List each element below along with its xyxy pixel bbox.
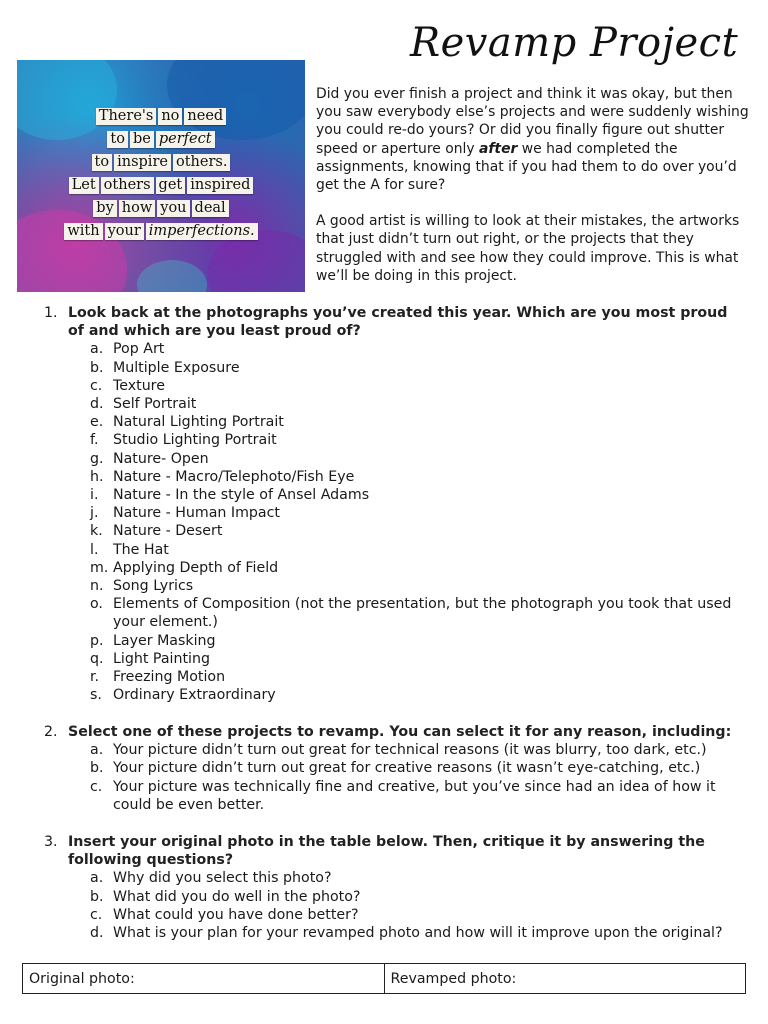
intro-paragraph-2: A good artist is willing to look at their mistakes, the artworks that just didn’t turn out right, or the projects that they struggled with and see how they could improve. This is what we’ll be doing in this project. bbox=[316, 213, 740, 284]
list-item-letter: r. bbox=[90, 669, 100, 686]
list-item-text: What is your plan for your revamped photo and how will it improve upon the original? bbox=[113, 925, 723, 942]
list-item-letter: a. bbox=[90, 341, 104, 358]
list-item-letter: d. bbox=[90, 925, 104, 942]
list-item-text: Song Lyrics bbox=[113, 578, 194, 595]
poster-word: to bbox=[107, 131, 128, 148]
list-item-letter: e. bbox=[90, 414, 104, 431]
list-item-text: Natural Lighting Portrait bbox=[113, 414, 284, 431]
list-item-letter: p. bbox=[90, 632, 104, 649]
list-item-text: The Hat bbox=[113, 541, 169, 558]
list-item-letter: f. bbox=[90, 432, 99, 449]
list-item-text: Ordinary Extraordinary bbox=[113, 687, 276, 704]
poster-word: perfect bbox=[156, 131, 215, 148]
question-2 bbox=[0, 723, 768, 814]
poster-word: no bbox=[158, 108, 182, 125]
poster-word: to bbox=[92, 154, 113, 171]
list-item-letter: q. bbox=[90, 650, 104, 667]
list-item-text: Nature - Macro/Telephoto/Fish Eye bbox=[113, 468, 355, 485]
revamped-photo-cell[interactable]: Revamped photo: bbox=[384, 964, 746, 994]
list-item-letter: b. bbox=[90, 888, 104, 905]
question-number: 1. bbox=[44, 305, 58, 321]
list-item bbox=[0, 431, 768, 449]
question-1 bbox=[0, 304, 768, 704]
poster-word: with bbox=[64, 223, 102, 240]
poster-word: by bbox=[93, 200, 116, 217]
list-item-text: Freezing Motion bbox=[113, 669, 226, 686]
list-item-text: Layer Masking bbox=[113, 632, 216, 649]
original-photo-cell[interactable]: Original photo: bbox=[23, 964, 385, 994]
list-item-letter: c. bbox=[90, 778, 103, 795]
poster-word: how bbox=[119, 200, 155, 217]
page-title: Revamp Project bbox=[410, 20, 739, 66]
poster-word: deal bbox=[192, 200, 229, 217]
question-number: 3. bbox=[44, 834, 58, 850]
list-item bbox=[0, 486, 768, 504]
list-item-text: Elements of Composition (not the presentation, but the photograph you took that used your element.) bbox=[113, 596, 732, 631]
list-item bbox=[0, 595, 768, 631]
list-item-letter: c. bbox=[90, 906, 103, 923]
list-item-letter: s. bbox=[90, 687, 102, 704]
poster-line bbox=[17, 105, 305, 128]
poster-line bbox=[17, 151, 305, 174]
list-item bbox=[0, 778, 768, 814]
list-item-letter: n. bbox=[90, 578, 104, 595]
list-item-text: Nature - Human Impact bbox=[113, 505, 280, 522]
list-item-text: Nature - In the style of Ansel Adams bbox=[113, 487, 370, 504]
poster-word: Let bbox=[69, 177, 99, 194]
list-item-letter: a. bbox=[90, 742, 104, 759]
list-item bbox=[0, 741, 768, 759]
list-item-letter: h. bbox=[90, 468, 104, 485]
question-3 bbox=[0, 833, 768, 942]
poster-word: others. bbox=[173, 154, 230, 171]
list-item bbox=[0, 395, 768, 413]
project-list bbox=[0, 340, 768, 704]
list-item-text: Light Painting bbox=[113, 650, 210, 667]
list-item bbox=[0, 468, 768, 486]
intro-paragraph-1: Did you ever finish a project and think it was okay, but then you saw everybody else’s projects and were suddenly wishing you could re-do yours? Or did you finally figure out shutter speed or aperture only after we had completed the assignments, knowing that if you had them to do over you’d get the A for sure? bbox=[316, 86, 749, 194]
emphasis-after: after bbox=[479, 140, 518, 157]
list-item-text: Nature - Desert bbox=[113, 523, 223, 540]
list-item bbox=[0, 924, 768, 942]
list-item-text: What could you have done better? bbox=[113, 906, 359, 923]
question-text: Look back at the photographs you’ve created this year. Which are you most proud of and which are you least proud of? bbox=[68, 305, 728, 340]
poster-word: inspired bbox=[187, 177, 253, 194]
poster-word: your bbox=[105, 223, 144, 240]
list-item-letter: m. bbox=[90, 559, 109, 576]
poster-word: inspire bbox=[114, 154, 171, 171]
poster-line bbox=[17, 220, 305, 243]
list-item bbox=[0, 577, 768, 595]
list-item-text: Your picture didn’t turn out great for technical reasons (it was blurry, too dark, etc.) bbox=[113, 742, 707, 759]
list-item bbox=[0, 668, 768, 686]
list-item bbox=[0, 888, 768, 906]
list-item-text: Your picture was technically fine and creative, but you’ve since had an idea of how it could be even better. bbox=[113, 778, 716, 813]
critique-list bbox=[0, 869, 768, 942]
list-item-text: Your picture didn’t turn out great for creative reasons (it wasn’t eye-catching, etc.) bbox=[113, 760, 701, 777]
list-item bbox=[0, 869, 768, 887]
list-item bbox=[0, 340, 768, 358]
question-number: 2. bbox=[44, 724, 58, 740]
poster-line bbox=[17, 197, 305, 220]
list-item bbox=[0, 377, 768, 395]
poster-line bbox=[17, 174, 305, 197]
list-item-letter: j. bbox=[90, 505, 99, 522]
list-item-text: Texture bbox=[113, 377, 165, 394]
list-item bbox=[0, 359, 768, 377]
list-item-letter: i. bbox=[90, 487, 99, 504]
list-item bbox=[0, 504, 768, 522]
question-text: Select one of these projects to revamp. You can select it for any reason, including: bbox=[68, 724, 732, 740]
list-item-text: Nature- Open bbox=[113, 450, 209, 467]
poster-quote bbox=[17, 105, 305, 243]
poster-word: others bbox=[101, 177, 154, 194]
list-item bbox=[0, 541, 768, 559]
list-item-letter: b. bbox=[90, 760, 104, 777]
list-item-letter: g. bbox=[90, 450, 104, 467]
list-item bbox=[0, 522, 768, 540]
list-item-letter: k. bbox=[90, 523, 103, 540]
list-item-letter: l. bbox=[90, 541, 99, 558]
list-item-text: Studio Lighting Portrait bbox=[113, 432, 277, 449]
poster-word: There's bbox=[96, 108, 157, 125]
list-item bbox=[0, 686, 768, 704]
poster-word: be bbox=[130, 131, 154, 148]
list-item-text: What did you do well in the photo? bbox=[113, 888, 361, 905]
poster-word: imperfections. bbox=[146, 223, 258, 240]
poster-line bbox=[17, 128, 305, 151]
quote-poster-image bbox=[17, 60, 305, 292]
list-item bbox=[0, 413, 768, 431]
list-item-text: Pop Art bbox=[113, 341, 165, 358]
list-item bbox=[0, 450, 768, 468]
poster-word: get bbox=[156, 177, 186, 194]
poster-word: you bbox=[157, 200, 189, 217]
list-item-text: Multiple Exposure bbox=[113, 359, 240, 376]
list-item bbox=[0, 559, 768, 577]
list-item-letter: b. bbox=[90, 359, 104, 376]
list-item-text: Applying Depth of Field bbox=[113, 559, 279, 576]
list-item-text: Self Portrait bbox=[113, 396, 197, 413]
list-item-letter: c. bbox=[90, 377, 103, 394]
list-item-letter: o. bbox=[90, 596, 103, 613]
question-text: Insert your original photo in the table below. Then, critique it by answering the following questions? bbox=[68, 834, 705, 869]
list-item-text: Why did you select this photo? bbox=[113, 870, 332, 887]
photo-table bbox=[22, 963, 746, 994]
list-item bbox=[0, 650, 768, 668]
list-item bbox=[0, 759, 768, 777]
intro-text bbox=[316, 85, 750, 285]
list-item bbox=[0, 906, 768, 924]
reason-list bbox=[0, 741, 768, 814]
list-item-letter: d. bbox=[90, 396, 104, 413]
poster-word: need bbox=[184, 108, 226, 125]
list-item-letter: a. bbox=[90, 870, 104, 887]
list-item bbox=[0, 632, 768, 650]
